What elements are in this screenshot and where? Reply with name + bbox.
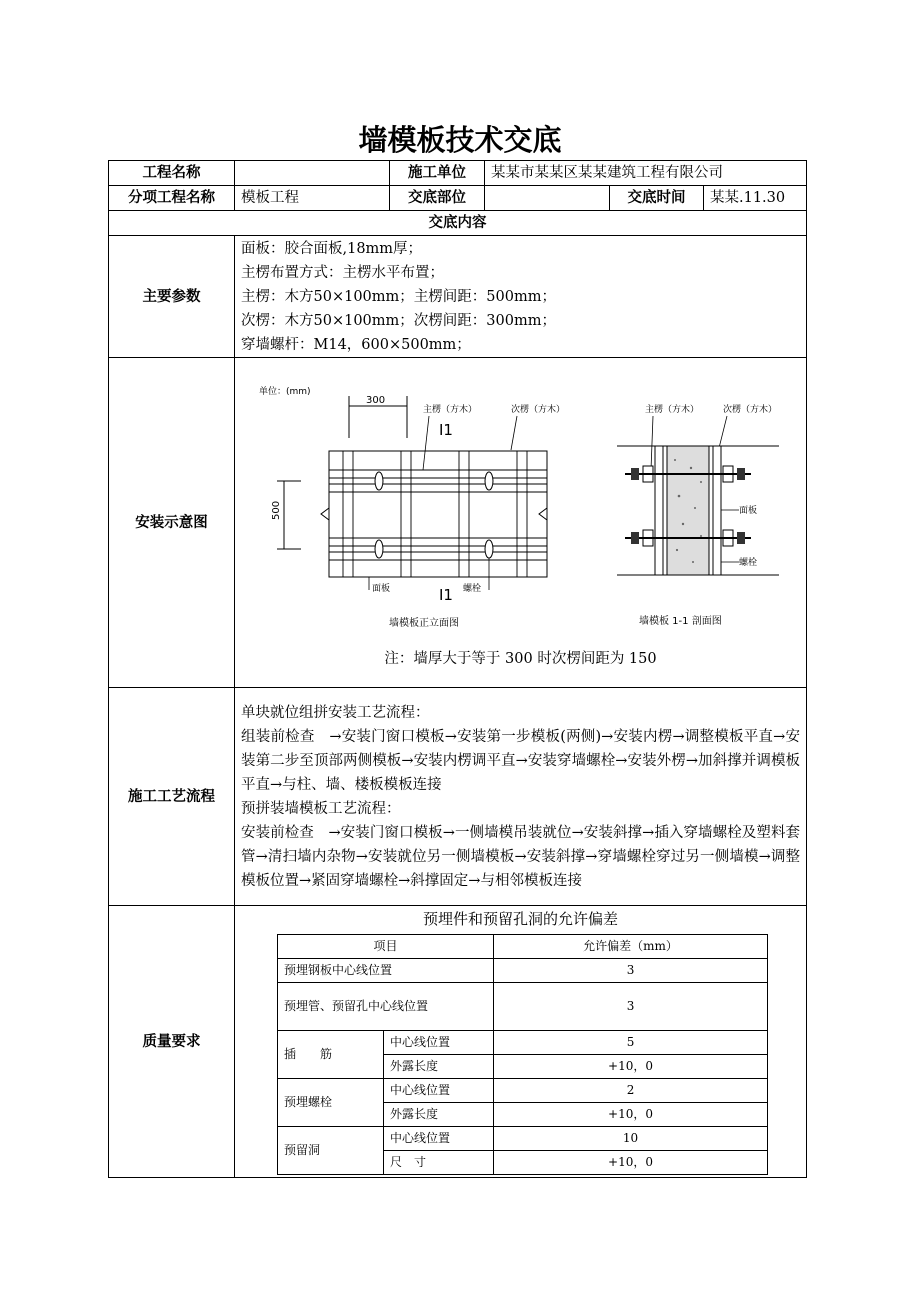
table-cell: 3 (494, 983, 768, 1031)
unit-label: 单位：(mm) (259, 387, 311, 397)
table-cell: 外露长度 (384, 1055, 494, 1079)
diagram-label: 安装示意图 (109, 358, 235, 688)
project-name-value (235, 161, 390, 186)
right-panel-label: 面板 (739, 506, 758, 516)
bolts (375, 472, 493, 558)
table-cell: 10 (494, 1127, 768, 1151)
disclosure-table (108, 160, 807, 1178)
quality-label: 质量要求 (109, 906, 235, 1178)
section-caption: 墙模板 1-1 剖面图 (639, 616, 722, 627)
col-tolerance-header: 允许偏差（mm） (494, 935, 768, 959)
table-cell: 尺 寸 (384, 1151, 494, 1175)
param-line: 穿墙螺杆：M14，600×500mm； (241, 336, 471, 353)
right-secondary-rib-label: 次楞（方木） (723, 405, 778, 415)
param-line: 主楞：木方50×100mm；主楞间距：500mm； (241, 288, 556, 305)
project-name-label: 工程名称 (109, 161, 235, 186)
table-cell: 2 (494, 1079, 768, 1103)
leader-line (719, 416, 727, 448)
table-cell: 3 (494, 959, 768, 983)
table-cell: +10，0 (494, 1151, 768, 1175)
params-content (235, 236, 807, 358)
construction-unit-label: 施工单位 (390, 161, 485, 186)
table-cell: +10，0 (494, 1103, 768, 1127)
table-cell: 插 筋 (278, 1031, 384, 1079)
section-mark-bottom: I1 (439, 586, 453, 604)
process-line: 安装前检查 →安装门窗口模板→一侧墙模吊装就位→安装斜撑→插入穿墙螺栓及塑料套管→清扫墙内杂物→安装就位另一侧墙模板→安装斜撑→穿墙螺栓穿过另一侧墙模→调整模板位置→紧固穿墙螺栓→斜撑固定→与相邻模板连接 (241, 824, 801, 889)
page-title: 墙模板技术交底 (358, 123, 562, 157)
table-cell: 中心线位置 (384, 1127, 494, 1151)
process-content (235, 688, 807, 906)
construction-unit-value: 某某市某某区某某建筑工程有限公司 (485, 161, 807, 186)
table-cell: 外露长度 (384, 1103, 494, 1127)
right-main-rib-label: 主楞（方木） (645, 405, 700, 415)
process-label: 施工工艺流程 (109, 688, 235, 906)
leader-line (423, 416, 429, 470)
section-mark-top: I1 (439, 421, 453, 439)
date-value: 某某.11.30 (704, 186, 807, 211)
param-line: 面板：胶合面板,18mm厚； (241, 240, 423, 257)
break-mark (321, 508, 329, 520)
leader-line (651, 416, 653, 470)
table-cell: 预埋管、预留孔中心线位置 (278, 983, 494, 1031)
leader-line (511, 416, 517, 450)
panel-label: 面板 (372, 584, 391, 594)
sub-project-value: 模板工程 (235, 186, 390, 211)
table-cell: 5 (494, 1031, 768, 1055)
param-line: 主楞布置方式：主楞水平布置； (241, 264, 444, 281)
params-label: 主要参数 (109, 236, 235, 358)
dim-500: 500 (271, 500, 282, 520)
date-label: 交底时间 (610, 186, 704, 211)
main-ribs (329, 470, 547, 560)
process-line: 组装前检查 →安装门窗口模板→安装第一步模板(两侧)→安装内楞→调整模板平直→安装第二步至顶部两侧模板→安装内楞调平直→安装穿墙螺栓→安装外楞→加斜撑并调模板平直→与柱、墙、楼板模板连接 (241, 728, 801, 793)
sub-project-label: 分项工程名称 (109, 186, 235, 211)
installation-diagram (239, 378, 797, 643)
quality-cell (235, 906, 807, 1178)
table-cell: 预埋螺栓 (278, 1079, 384, 1127)
diagram-note: 注：墙厚大于等于 300 时次楞间距为 150 (384, 651, 657, 667)
table-cell: 预埋钢板中心线位置 (278, 959, 494, 983)
table-cell: 中心线位置 (384, 1079, 494, 1103)
right-bolt-label: 螺栓 (739, 558, 758, 568)
elevation-caption: 墙模板正立面图 (389, 618, 459, 629)
secondary-rib-label: 次楞（方木） (511, 405, 566, 415)
process-line: 单块就位组拼安装工艺流程： (241, 704, 430, 721)
tolerance-table (277, 934, 768, 1175)
bolt-label: 螺栓 (463, 584, 482, 594)
concrete-wall (667, 446, 709, 575)
break-mark (539, 508, 547, 520)
quality-table-title: 预埋件和预留孔洞的允许偏差 (423, 910, 619, 928)
table-cell: 预留洞 (278, 1127, 384, 1175)
col-item-header: 项目 (278, 935, 494, 959)
location-label: 交底部位 (390, 186, 485, 211)
content-label: 交底内容 (109, 211, 807, 236)
table-cell: +10，0 (494, 1055, 768, 1079)
location-value (485, 186, 610, 211)
main-rib-label: 主楞（方木） (423, 405, 478, 415)
table-cell: 中心线位置 (384, 1031, 494, 1055)
diagram-cell (235, 358, 807, 688)
process-line: 预拼装墙模板工艺流程： (241, 800, 401, 817)
param-line: 次楞：木方50×100mm；次楞间距：300mm； (241, 312, 556, 329)
dim-300: 300 (366, 395, 386, 406)
